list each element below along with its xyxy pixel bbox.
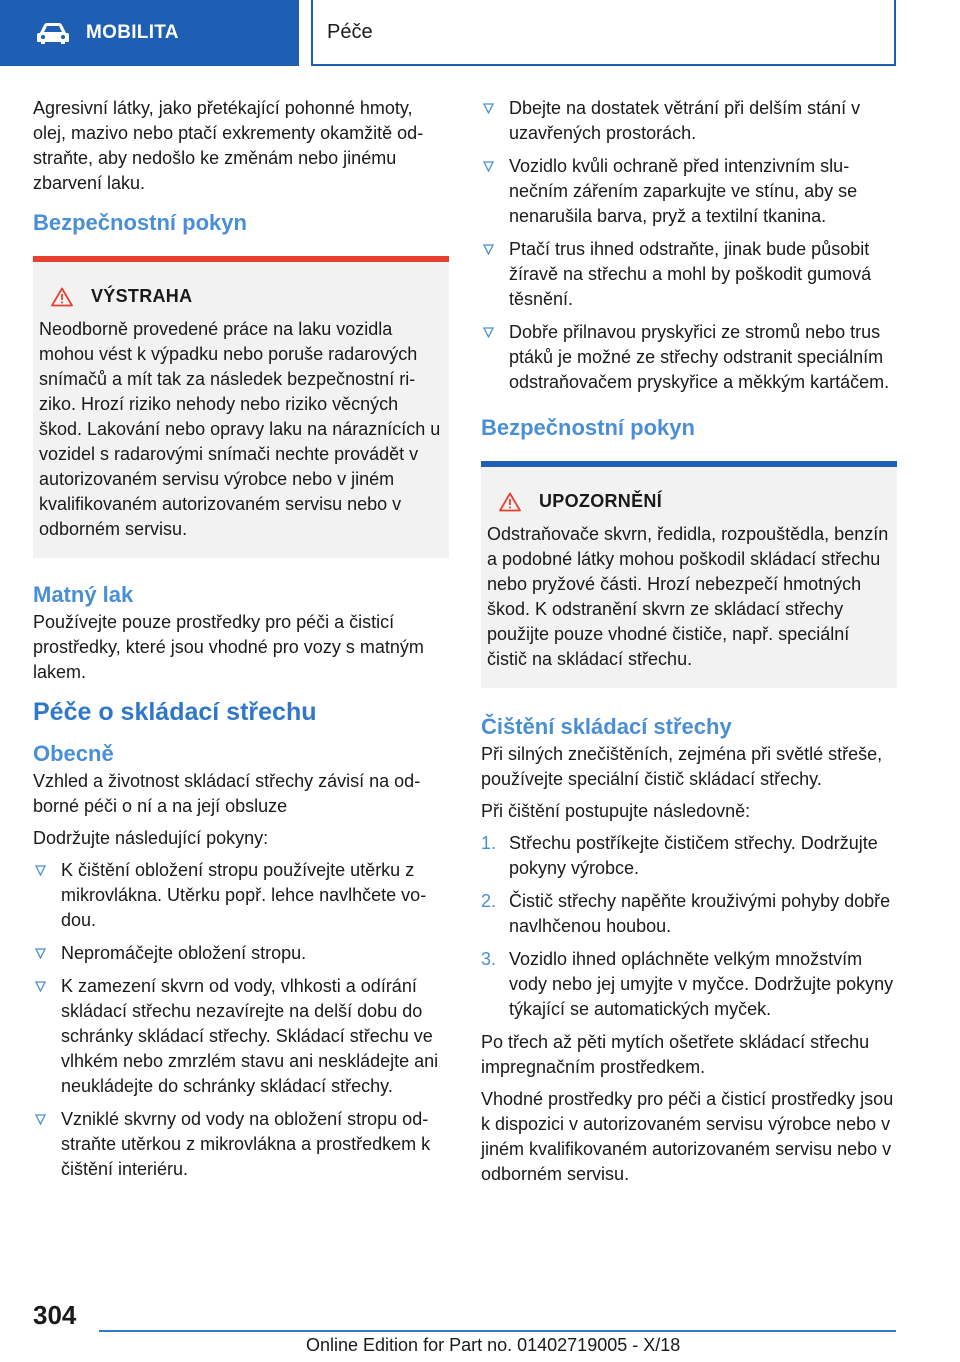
page-number: 304 [33, 1300, 77, 1330]
triangle-bullet-icon [483, 161, 494, 172]
car-icon [36, 22, 70, 44]
list-item: K zamezení skvrn od vody, vlhkosti a odírání skládací střechu nezavírejte na delší dobu do schránky skládací střechy. Skládací střechu ve vlhkém nebo zmrzlém stavu ani neskládejte ani neukládejte do schránky skládací střechy. [33, 974, 449, 1099]
edition-text: Online Edition for Part no. 01402719005 - X/18 [306, 1335, 681, 1355]
section-label: MOBILITA [86, 22, 179, 43]
warning-triangle-icon [51, 287, 73, 307]
step-item: 3. Vozidlo ihned opláchněte velkým množstvím vody nebo jej umyjte v myčce. Dodržujte pokyny týkající se automatických myček. [481, 949, 894, 1019]
cleaning-intro: Při silných znečištěních, zejména při světlé střeše, používejte speciální čistič skládací střechy. [481, 744, 883, 789]
warning-header [39, 286, 441, 307]
caution-header [487, 491, 889, 512]
matte-text: Používejte pouze prostředky pro péči a čisticí prostředky, které jsou vhodné pro vozy s matným lakem. [33, 612, 424, 682]
roof-heading: Péče o skládací střechu [33, 698, 317, 726]
roof-care-list [481, 96, 897, 395]
list-item: Dbejte na dostatek větrání při delším stání v uzavřených prostorách. [481, 96, 897, 146]
warning-text: Neodborně provedené práce na laku vozidla mohou vést k výpadku nebo poruše radarových snímačů a mít tak za následek bezpečnostní riziko. Hrozí riziko nehody nebo riziko věcných škod. Lakování nebo opravy laku na náraznících u vozidel s radarovými snímači nechte provádět v autorizovaném servisu výrobce nebo v jiném kvalifikovaném autorizovaném servisu nebo v odborném servisu. [39, 319, 441, 539]
matte-heading: Matný lak [33, 582, 134, 607]
list-item: Dobře přilnavou pryskyřici ze stromů nebo trus ptáků je možné ze střechy odstranit speciálním odstraňovačem pryskyřice a měkkým kartáčem. [481, 320, 897, 395]
warning-title: VÝSTRAHA [91, 286, 193, 306]
right-column [481, 96, 897, 1194]
general-heading: Obecně [33, 741, 114, 766]
triangle-bullet-icon [483, 244, 494, 255]
safety-heading: Bezpečnostní pokyn [33, 210, 247, 235]
footer-divider [99, 1330, 896, 1332]
caution-text: Odstraňovače skvrn, ředidla, rozpouštědla, benzín a podobné látky mohou poškodil skládací střechu nebo pryžové části. Hrozí nebezpečí hmotných škod. K odstranění skvrn ze skládací střechy použijte pouze vhodné čističe, např. speciální čistič na skládací střechu. [487, 524, 889, 669]
warning-triangle-icon [499, 492, 521, 512]
triangle-bullet-icon [35, 865, 46, 876]
triangle-bullet-icon [483, 103, 494, 114]
cleaning-heading: Čištění skládací střechy [481, 714, 732, 739]
list-item: Nepromáčejte obložení stropu. [33, 941, 449, 966]
after-text: Po třech až pěti mytích ošetřete skládací střechu impregnačním prostředkem. [481, 1032, 870, 1077]
follow-text: Dodržujte následující pokyny: [33, 828, 269, 848]
page-title: Péče [311, 0, 896, 66]
suitable-text: Vhodné prostředky pro péči a čisticí prostředky jsou k dispozici v autorizovaném servisu výrobce nebo v jiném kvalifikovaném autorizovaném servisu nebo v odborném servisu. [481, 1089, 894, 1184]
safety-heading-2: Bezpečnostní pokyn [481, 415, 695, 440]
intro-paragraph: Agresivní látky, jako přetékající pohonné hmoty, olej, mazivo nebo ptačí exkrementy okamžitě odstraňte, aby nedošlo ke změnám nebo jinému zbarvení laku. [33, 98, 424, 193]
caution-box [481, 461, 897, 688]
general-text: Vzhled a životnost skládací střechy závisí na odborné péči o ní a na její obsluze [33, 771, 421, 816]
list-item: Vozidlo kvůli ochraně před intenzivním slunečním zářením zaparkujte ve stínu, aby se nenarušila barva, pryž a textilní tkanina. [481, 154, 897, 229]
step-item: 1. Střechu postříkejte čističem střechy. Dodržujte pokyny výrobce. [481, 833, 878, 878]
care-list [33, 858, 449, 1182]
list-item: K čištění obložení stropu používejte utěrku z mikrovlákna. Utěrku popř. lehce navlhčete vodou. [33, 858, 449, 933]
caution-title: UPOZORNĚNÍ [539, 491, 663, 511]
list-item: Vzniklé skvrny od vody na obložení stropu odstraňte utěrkou z mikrovlákna a prostředkem k čištění interiéru. [33, 1107, 449, 1182]
triangle-bullet-icon [35, 981, 46, 992]
list-item: Ptačí trus ihned odstraňte, jinak bude působit žíravě na střechu a mohl by poškodit gumová těsnění. [481, 237, 897, 312]
warning-box [33, 256, 449, 558]
left-column [33, 96, 449, 1190]
triangle-bullet-icon [35, 948, 46, 959]
step-item: 2. Čistič střechy napěňte krouživými pohyby dobře navlhčenou houbou. [481, 891, 891, 936]
procedure-intro: Při čištění postupujte následovně: [481, 801, 751, 821]
section-tab[interactable] [0, 0, 299, 66]
triangle-bullet-icon [483, 327, 494, 338]
triangle-bullet-icon [35, 1114, 46, 1125]
cleaning-steps [481, 831, 897, 1022]
